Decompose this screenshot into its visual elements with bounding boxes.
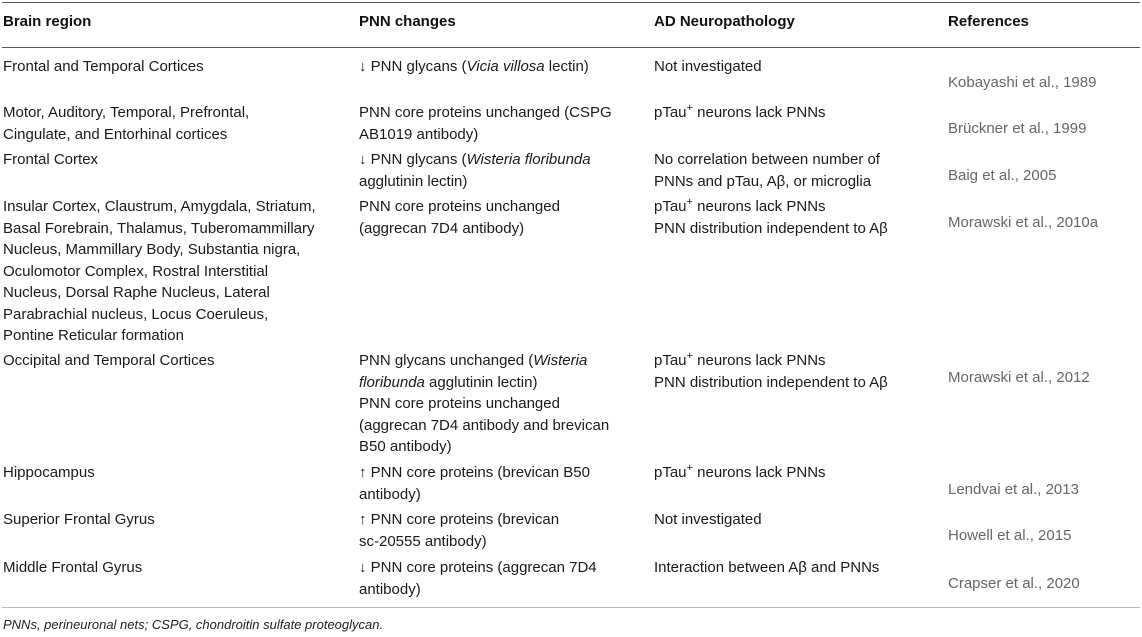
brain-region-line: Basal Forebrain, Thalamus, Tuberomammillary — [3, 219, 315, 237]
pnn-changes-cell — [359, 462, 629, 505]
pnn-changes-line — [359, 531, 629, 553]
text-segment: Wisteria floribunda — [466, 151, 591, 168]
brain-region-line: Insular Cortex, Claustrum, Amygdala, Striatum, — [3, 198, 316, 215]
ad-neuropathology-cell — [654, 56, 939, 78]
ad-neuropathology-cell — [654, 557, 939, 579]
brain-region-line: Occipital and Temporal Cortices — [3, 352, 215, 369]
text-segment: PNN core proteins unchanged (CSPG — [359, 104, 612, 121]
text-segment: agglutinin lectin) — [424, 373, 538, 391]
header-references: References — [948, 13, 1029, 30]
ad-neuropathology-line — [654, 557, 939, 579]
text-segment: agglutinin lectin) — [359, 172, 468, 190]
text-segment: neurons lack PNNs — [692, 464, 826, 481]
text-segment: sc-20555 antibody) — [359, 532, 487, 550]
ad-neuropathology-line — [654, 372, 939, 394]
reference-cell: Lendvai et al., 2013 — [948, 481, 1079, 498]
text-segment: pTau — [654, 464, 687, 481]
pnn-changes-cell — [359, 149, 629, 192]
text-segment: ↑ PNN core proteins (brevican — [359, 511, 560, 528]
brain-region-line: Oculomotor Complex, Rostral Interstitial — [3, 262, 269, 280]
table-bottom-rule — [2, 607, 1140, 608]
ad-neuropathology-line — [654, 509, 939, 531]
brain-region-cell — [3, 196, 348, 347]
header-pnn-changes: PNN changes — [359, 13, 456, 30]
pnn-changes-line — [359, 56, 629, 78]
text-segment: neurons lack PNNs — [692, 352, 826, 369]
pnn-changes-cell — [359, 509, 629, 552]
reference-cell: Crapser et al., 2020 — [948, 575, 1080, 592]
text-segment: + — [686, 350, 693, 362]
text-segment: ↓ PNN glycans ( — [359, 151, 467, 168]
brain-region-cell — [3, 56, 348, 78]
pnn-changes-line — [359, 372, 629, 394]
text-segment: (aggrecan 7D4 antibody and brevican — [359, 416, 610, 434]
pnn-changes-line — [359, 393, 629, 415]
pnn-changes-line — [359, 415, 629, 437]
text-segment: PNN core proteins unchanged — [359, 395, 560, 412]
brain-region-cell — [3, 350, 348, 372]
text-segment: (aggrecan 7D4 antibody) — [359, 219, 525, 237]
text-segment: No correlation between number of — [654, 151, 880, 168]
reference-cell: Howell et al., 2015 — [948, 527, 1072, 544]
text-segment: floribunda — [359, 373, 425, 391]
pnn-changes-cell — [359, 56, 629, 78]
ad-neuropathology-cell — [654, 462, 939, 484]
text-segment: antibody) — [359, 485, 421, 503]
text-segment: ↓ PNN core proteins (aggrecan 7D4 — [359, 559, 597, 576]
pnn-changes-line — [359, 579, 629, 601]
pnn-changes-line — [359, 509, 629, 531]
text-segment: antibody) — [359, 580, 421, 598]
header-ad-neuropathology: AD Neuropathology — [654, 13, 795, 30]
ad-neuropathology-line — [654, 462, 939, 484]
reference-cell: Baig et al., 2005 — [948, 167, 1057, 184]
ad-neuropathology-cell — [654, 509, 939, 531]
ad-neuropathology-cell — [654, 196, 939, 239]
ad-neuropathology-line — [654, 56, 939, 78]
pnn-changes-cell — [359, 102, 629, 145]
pnn-changes-line — [359, 350, 629, 372]
header-bottom-rule — [2, 47, 1140, 48]
pnn-changes-cell — [359, 196, 629, 239]
text-segment: PNN core proteins unchanged — [359, 198, 560, 215]
text-segment: ↑ PNN core proteins (brevican B50 — [359, 464, 590, 481]
header-brain-region: Brain region — [3, 13, 92, 30]
brain-region-line: Middle Frontal Gyrus — [3, 559, 143, 576]
pnn-changes-line — [359, 218, 629, 240]
pnn-changes-line — [359, 557, 629, 579]
brain-region-line: Nucleus, Dorsal Raphe Nucleus, Lateral — [3, 284, 270, 301]
pnn-changes-line — [359, 124, 629, 146]
pnn-changes-line — [359, 171, 629, 193]
brain-region-line: Nucleus, Mammillary Body, Substantia nigra, — [3, 241, 301, 258]
pnn-changes-line — [359, 149, 629, 171]
ad-neuropathology-cell — [654, 149, 939, 192]
ad-neuropathology-cell — [654, 350, 939, 393]
reference-cell: Morawski et al., 2010a — [948, 214, 1099, 231]
pnn-changes-cell — [359, 557, 629, 600]
text-segment: pTau — [654, 198, 687, 215]
table-footnote: PNNs, perineuronal nets; CSPG, chondroitin sulfate proteoglycan. — [3, 617, 384, 632]
text-segment: pTau — [654, 104, 687, 121]
brain-region-cell — [3, 102, 348, 145]
pnn-changes-line — [359, 484, 629, 506]
pnn-changes-line — [359, 436, 629, 458]
table-top-rule — [2, 2, 1140, 3]
brain-region-line: Pontine Reticular formation — [3, 327, 184, 344]
text-segment: pTau — [654, 352, 687, 369]
text-segment: + — [686, 196, 693, 208]
pnn-changes-line — [359, 196, 629, 218]
text-segment: Wisteria — [533, 352, 588, 369]
text-segment: ↓ PNN glycans ( — [359, 58, 467, 75]
brain-region-line: Frontal and Temporal Cortices — [3, 58, 204, 75]
pnn-changes-line — [359, 462, 629, 484]
brain-region-cell — [3, 149, 348, 171]
text-segment: PNN distribution independent to Aβ — [654, 219, 888, 237]
brain-region-cell — [3, 557, 348, 579]
reference-cell: Brückner et al., 1999 — [948, 120, 1087, 137]
brain-region-cell — [3, 509, 348, 531]
text-segment: PNN distribution independent to Aβ — [654, 373, 888, 391]
text-segment: B50 antibody) — [359, 438, 452, 455]
text-segment: + — [686, 462, 693, 474]
text-segment: PNN glycans unchanged ( — [359, 352, 534, 369]
brain-region-line: Motor, Auditory, Temporal, Prefrontal, — [3, 104, 250, 121]
brain-region-cell — [3, 462, 348, 484]
ad-neuropathology-line — [654, 350, 939, 372]
ad-neuropathology-line — [654, 218, 939, 240]
text-segment: AB1019 antibody) — [359, 125, 479, 143]
text-segment: lectin) — [544, 58, 589, 75]
ad-neuropathology-line — [654, 102, 939, 124]
brain-region-line: Parabrachial nucleus, Locus Coeruleus, — [3, 305, 269, 323]
brain-region-line: Cingulate, and Entorhinal cortices — [3, 125, 228, 143]
ad-neuropathology-line — [654, 196, 939, 218]
text-segment: Vicia villosa — [466, 58, 545, 75]
brain-region-line: Hippocampus — [3, 464, 95, 481]
reference-cell: Morawski et al., 2012 — [948, 369, 1090, 386]
ad-neuropathology-cell — [654, 102, 939, 124]
brain-region-line: Frontal Cortex — [3, 151, 99, 168]
pnn-changes-cell — [359, 350, 629, 458]
text-segment: + — [686, 102, 693, 114]
ad-neuropathology-line — [654, 171, 939, 193]
text-segment: Interaction between Aβ and PNNs — [654, 559, 880, 576]
text-segment: neurons lack PNNs — [692, 198, 826, 215]
ad-neuropathology-line — [654, 149, 939, 171]
text-segment: PNNs and pTau, Aβ, or microglia — [654, 172, 872, 190]
brain-region-line: Superior Frontal Gyrus — [3, 511, 155, 528]
pnn-changes-line — [359, 102, 629, 124]
reference-cell: Kobayashi et al., 1989 — [948, 74, 1097, 91]
text-segment: neurons lack PNNs — [692, 104, 826, 121]
text-segment: Not investigated — [654, 58, 762, 75]
text-segment: Not investigated — [654, 511, 762, 528]
